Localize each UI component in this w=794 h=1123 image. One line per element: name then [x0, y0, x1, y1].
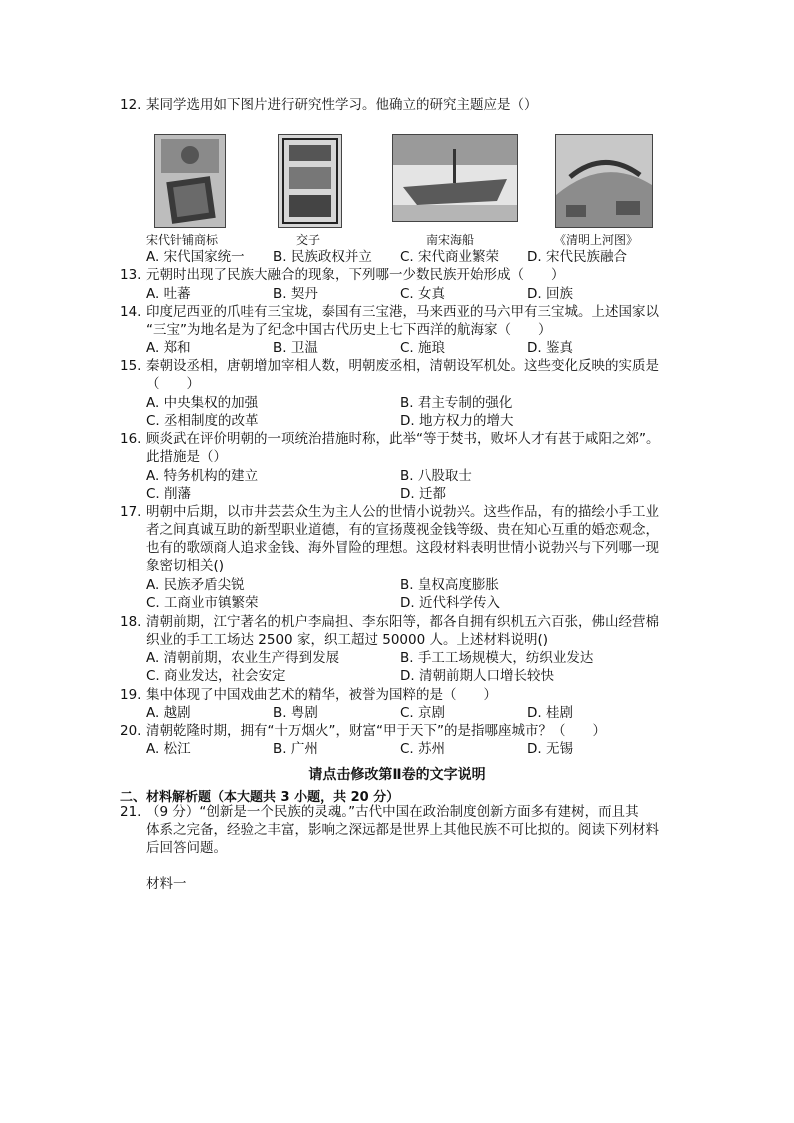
option-d[interactable]: D. 迁都	[400, 486, 446, 502]
question-number: 18.	[120, 614, 142, 630]
qingming-picture	[555, 134, 653, 228]
question-stem-line-2: （ ）	[146, 376, 200, 392]
question-number: 17.	[120, 504, 142, 520]
question-stem-line-3: 后回答问题。	[146, 840, 227, 856]
question-stem: 元朝时出现了民族大融合的现象，下列哪一少数民族开始形成（ ）	[146, 267, 565, 283]
question-number: 20.	[120, 723, 142, 739]
section-2-title: 二、材料解析题（本大题共 3 小题，共 20 分）	[120, 790, 400, 805]
option-d[interactable]: D. 清朝前期人口增长较快	[400, 668, 554, 684]
image-jiaozi	[278, 134, 342, 232]
question-stem-line-1: （9 分）“创新是一个民族的灵魂。”古代中国在政治制度创新方面多有建树，而且其	[146, 804, 639, 820]
option-b[interactable]: B. 卫温	[273, 340, 318, 356]
q14-options	[146, 339, 686, 357]
option-b[interactable]: B. 皇权高度膨胀	[400, 577, 499, 593]
question-14	[120, 303, 680, 339]
question-stem-line-2: 此措施是（）	[146, 449, 227, 465]
q19-options	[146, 704, 686, 722]
option-c[interactable]: C. 商业发达，社会安定	[146, 668, 286, 684]
question-number: 12.	[120, 97, 142, 113]
option-a[interactable]: A. 松江	[146, 741, 191, 757]
question-stem: 某同学选用如下图片进行研究性学习。他确立的研究主题应是（）	[146, 97, 538, 113]
question-number: 19.	[120, 687, 142, 703]
option-b[interactable]: B. 民族政权并立	[273, 249, 372, 265]
image-qingming-scroll	[555, 134, 653, 232]
option-d[interactable]: D. 回族	[527, 286, 573, 302]
trademark-picture	[154, 134, 226, 228]
question-stem-line-4: 象密切相关()	[146, 558, 225, 574]
question-number: 15.	[120, 358, 142, 374]
question-stem-line-2: 织业的手工工场达 2500 家，织工超过 50000 人。上述材料说明()	[146, 632, 549, 648]
option-d[interactable]: D. 鉴真	[527, 340, 573, 356]
option-c[interactable]: C. 工商业市镇繁荣	[146, 595, 259, 611]
question-13	[120, 266, 680, 284]
caption-needle-shop-trademark: 宋代针铺商标	[146, 233, 219, 247]
question-number: 21.	[120, 804, 142, 820]
q18-options-row-2	[146, 667, 686, 685]
sea-ship-picture	[392, 134, 518, 222]
q16-options-row-2	[146, 485, 686, 503]
option-b[interactable]: B. 广州	[273, 741, 318, 757]
option-b[interactable]: B. 君主专制的强化	[400, 395, 513, 411]
question-19	[120, 686, 680, 704]
option-c[interactable]: C. 京剧	[400, 705, 446, 721]
option-c[interactable]: C. 施琅	[400, 340, 446, 356]
q12-options	[146, 248, 686, 266]
q13-options	[146, 285, 686, 303]
caption-jiaozi: 交子	[296, 233, 321, 247]
question-15	[120, 357, 680, 393]
q16-options-row-1	[146, 467, 686, 485]
question-16	[120, 430, 680, 466]
option-c[interactable]: C. 宋代商业繁荣	[400, 249, 500, 265]
option-b[interactable]: B. 粤剧	[273, 705, 318, 721]
question-stem: 集中体现了中国戏曲艺术的精华，被誉为国粹的是（ ）	[146, 687, 497, 703]
q15-options-row-1	[146, 394, 686, 412]
question-stem-line-1: 秦朝设丞相，唐朝增加宰相人数，明朝废丞相，清朝设军机处。这些变化反映的实质是	[146, 358, 659, 374]
question-number: 16.	[120, 431, 142, 447]
option-a[interactable]: A. 郑和	[146, 340, 191, 356]
option-a[interactable]: A. 越剧	[146, 705, 191, 721]
jiaozi-picture	[278, 134, 342, 228]
image-needle-shop-trademark	[154, 134, 226, 232]
option-c[interactable]: C. 苏州	[400, 741, 446, 757]
q17-options-row-1	[146, 576, 686, 594]
question-18	[120, 613, 680, 649]
question-stem-line-2: 者之间真诚互助的新型职业道德，有的宣扬蔑视金钱等级、贵在知心互重的婚恋观念，	[146, 522, 659, 538]
option-b[interactable]: B. 契丹	[273, 286, 318, 302]
option-a[interactable]: A. 吐蕃	[146, 286, 191, 302]
option-a[interactable]: A. 宋代国家统一	[146, 249, 245, 265]
option-d[interactable]: D. 无锡	[527, 741, 573, 757]
option-d[interactable]: D. 地方权力的增大	[400, 413, 514, 429]
q18-options-row-1	[146, 649, 686, 667]
option-d[interactable]: D. 桂剧	[527, 705, 573, 721]
question-stem-line-1: 印度尼西亚的爪哇有三宝垅，泰国有三宝港，马来西亚的马六甲有三宝城。上述国家以	[146, 304, 659, 320]
question-stem-line-2: 体系之完备，经验之丰富，影响之深远都是世界上其他民族不可比拟的。阅读下列材料	[146, 822, 659, 838]
option-c[interactable]: C. 丞相制度的改革	[146, 413, 259, 429]
image-song-sea-ship	[392, 134, 518, 226]
material-one-label: 材料一	[146, 876, 187, 892]
question-stem-line-1: 顾炎武在评价明朝的一项统治措施时称，此举“等于焚书，败坏人才有甚于咸阳之郊”。	[146, 431, 660, 447]
question-stem-line-1: 明朝中后期，以市井芸芸众生为主人公的世情小说勃兴。这些作品，有的描绘小手工业	[146, 504, 659, 520]
question-stem: 清朝乾隆时期，拥有“十万烟火”，财富“甲于天下”的是指哪座城市？（ ）	[146, 723, 606, 739]
q20-options	[146, 740, 686, 758]
option-b[interactable]: B. 八股取士	[400, 468, 472, 484]
option-c[interactable]: C. 女真	[400, 286, 446, 302]
question-number: 14.	[120, 304, 142, 320]
question-stem-line-3: 也有的歌颂商人追求金钱、海外冒险的理想。这段材料表明世情小说勃兴与下列哪一现	[146, 540, 659, 556]
question-stem-line-2: “三宝”为地名是为了纪念中国古代历史上七下西洋的航海家（ ）	[146, 322, 552, 338]
section-note[interactable]: 请点击修改第Ⅱ卷的文字说明	[308, 767, 486, 783]
q15-options-row-2	[146, 412, 686, 430]
option-a[interactable]: A. 特务机构的建立	[146, 468, 259, 484]
caption-qingming: 《清明上河图》	[554, 233, 639, 247]
question-stem-line-1: 清朝前期，江宁著名的机户李扁担、李东阳等，都各自拥有织机五六百张，佛山经营棉	[146, 614, 659, 630]
option-a[interactable]: A. 民族矛盾尖锐	[146, 577, 245, 593]
question-12	[120, 96, 680, 114]
option-a[interactable]: A. 中央集权的加强	[146, 395, 259, 411]
q17-options-row-2	[146, 594, 686, 612]
option-d[interactable]: D. 宋代民族融合	[527, 249, 627, 265]
question-20	[120, 722, 680, 740]
question-21	[120, 803, 680, 857]
option-a[interactable]: A. 清朝前期，农业生产得到发展	[146, 650, 340, 666]
option-b[interactable]: B. 手工工场规模大，纺织业发达	[400, 650, 594, 666]
option-d[interactable]: D. 近代科学传入	[400, 595, 500, 611]
question-number: 13.	[120, 267, 142, 283]
question-17	[120, 503, 680, 575]
caption-sea-ship: 南宋海船	[426, 233, 475, 247]
option-c[interactable]: C. 削藩	[146, 486, 192, 502]
material-label-block	[120, 875, 680, 893]
